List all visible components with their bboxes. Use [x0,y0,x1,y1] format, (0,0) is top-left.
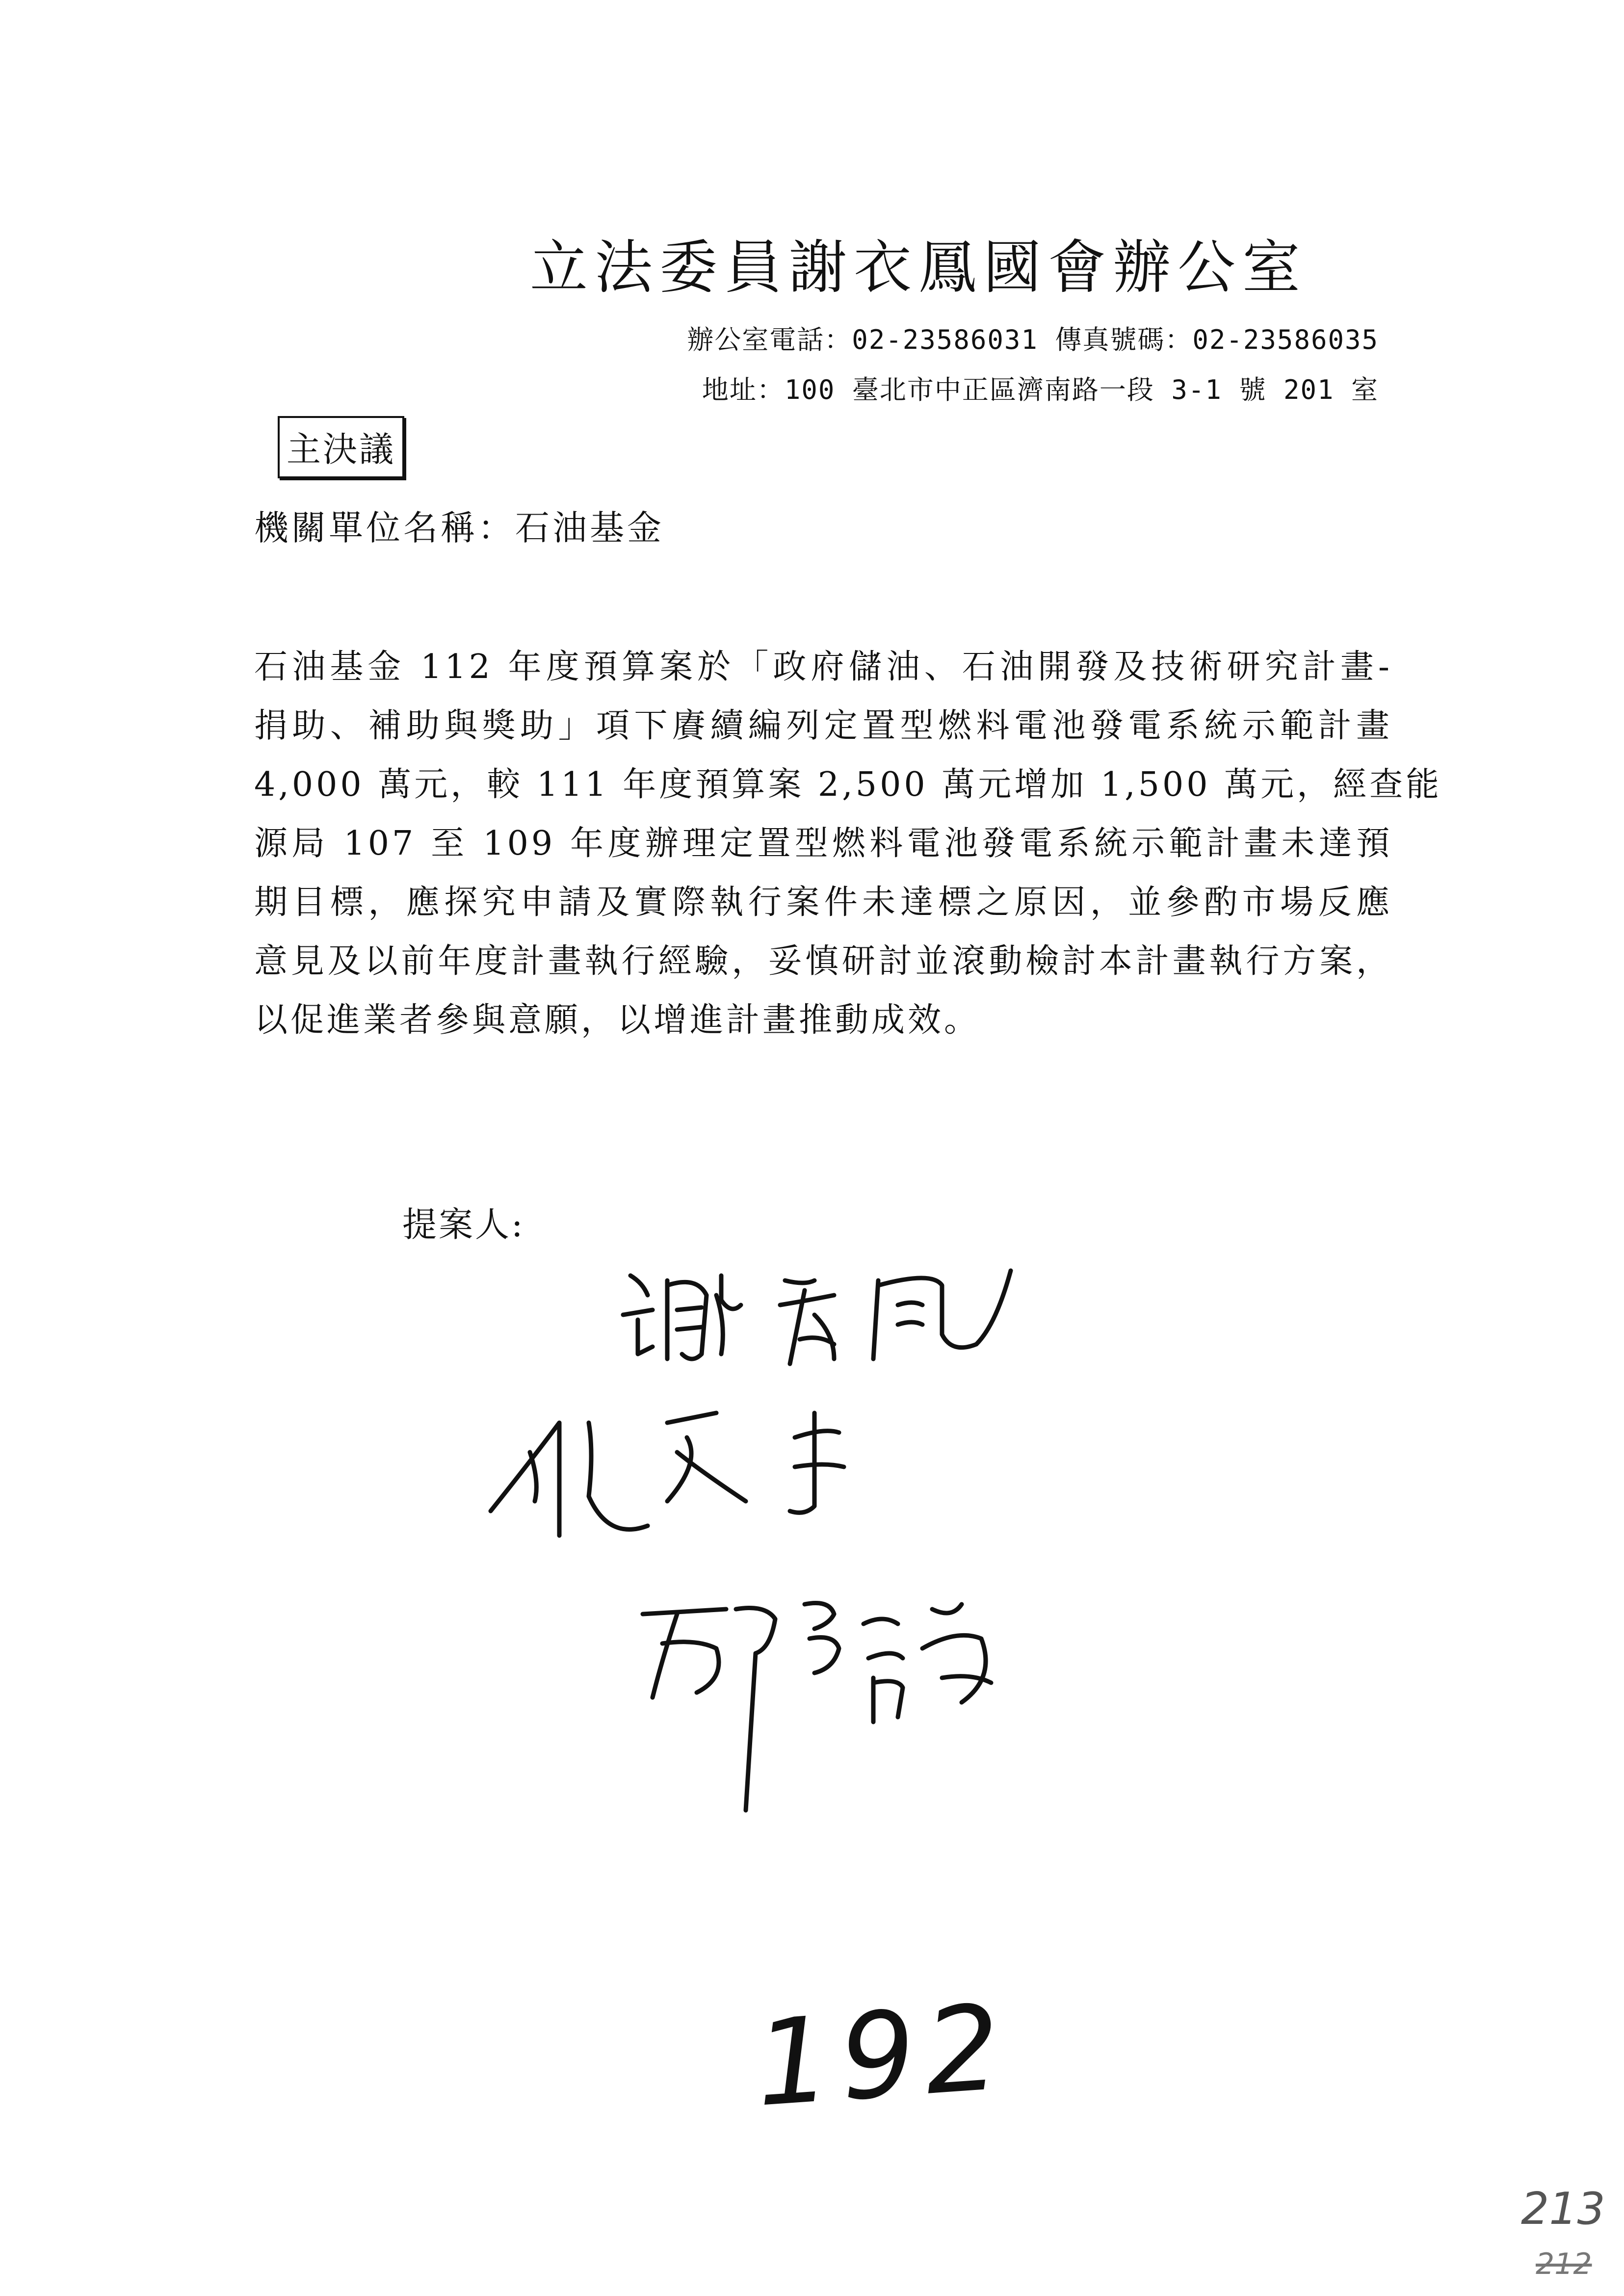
body-line: 以促進業者參與意願，以增進計畫推動成效。 [254,1001,981,1040]
body-line: 源局 107 至 109 年度辦理定置型燃料電池發電系統示範計畫未達預 [254,824,1392,863]
body-line: 捐助、補助與獎助」項下賡續編列定置型燃料電池發電系統示範計畫 [254,706,1392,745]
contact-phone-line: 辦公室電話：02-23586031 傳真號碼：02-23586035 [687,324,1379,355]
signature-3 [643,1603,991,1811]
signature-2 [491,1413,844,1536]
body-line: 石油基金 112 年度預算案於「政府儲油、石油開發及技術研究計畫- [254,648,1392,686]
resolution-badge: 主決議 [278,416,404,478]
agency-line: 機關單位名稱：石油基金 [254,508,664,548]
contact-address-line: 地址：100 臺北市中正區濟南路一段 3-1 號 201 室 [702,374,1379,405]
signature-1 [623,1271,1011,1364]
corner-stamp-struck-number: 212 [1536,2247,1592,2281]
body-line: 期目標，應探究申請及實際執行案件未達標之原因，並參酌市場反應 [254,883,1392,922]
corner-stamp-number: 213 [1521,2183,1605,2235]
handwritten-page-number: 192 [751,1978,1015,2133]
body-line: 意見及以前年度計畫執行經驗，妥慎研討並滾動檢討本計畫執行方案， [254,942,1392,981]
resolution-body [254,638,1442,1050]
proposer-label: 提案人: [402,1204,525,1245]
body-line: 4,000 萬元，較 111 年度預算案 2,500 萬元增加 1,500 萬元，經查能 [254,765,1442,804]
office-title: 立法委員謝衣鳳國會辦公室 [530,234,1308,301]
